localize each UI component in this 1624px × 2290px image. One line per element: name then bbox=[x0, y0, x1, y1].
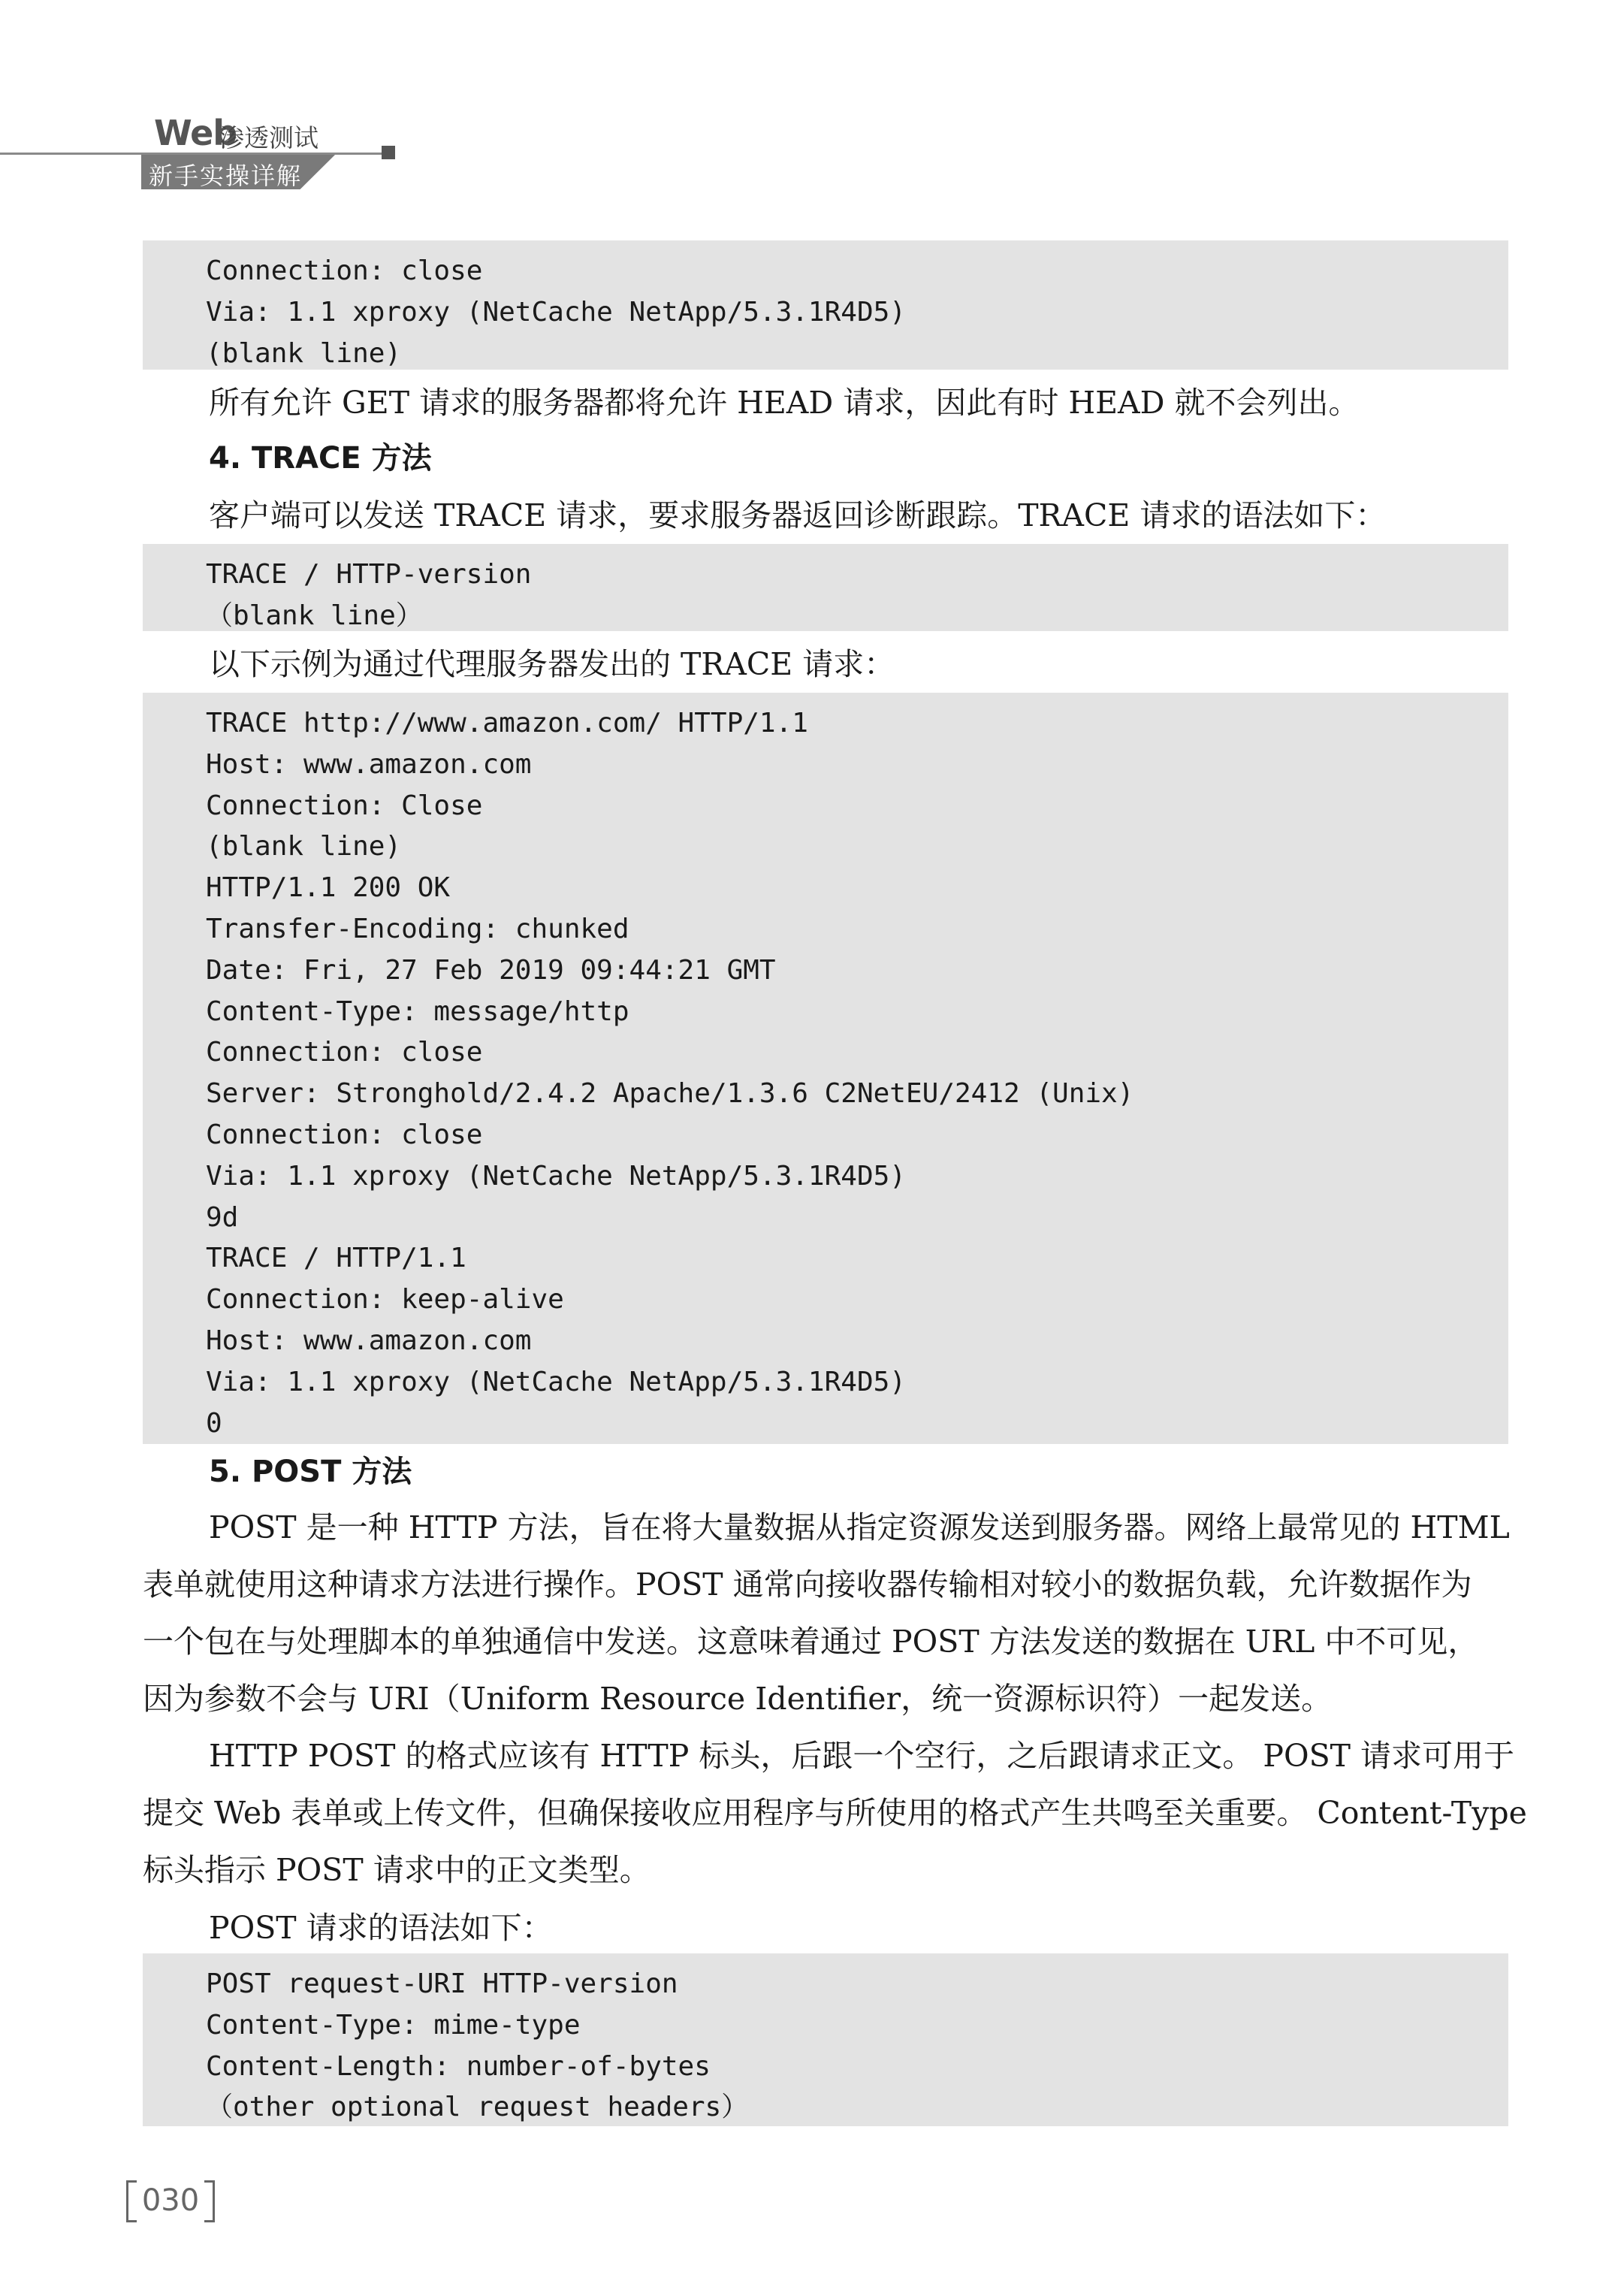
code-block-head-response bbox=[143, 240, 1508, 370]
paragraph-post-syntax: POST 请求的语法如下： bbox=[209, 1910, 553, 1946]
paragraph-post-format-line: 标头指示 POST 请求中的正文类型。 bbox=[143, 1852, 651, 1888]
code-line: 0 bbox=[206, 1407, 222, 1439]
paragraph-head-note: 所有允许 GET 请求的服务器都将允许 HEAD 请求，因此有时 HEAD 就不会列出。 bbox=[209, 385, 1360, 421]
code-line: Via: 1.1 xproxy (NetCache NetApp/5.3.1R4D5) bbox=[206, 1160, 906, 1192]
code-line: (blank line) bbox=[206, 831, 402, 863]
code-line: Content-Type: message/http bbox=[206, 995, 629, 1027]
paragraph-post-format-line: 提交 Web 表单或上传文件，但确保接收应用程序与所使用的格式产生共鸣至关重要。 Content-Type bbox=[143, 1795, 1527, 1831]
code-line: （blank line） bbox=[206, 600, 423, 631]
paragraph-post-format-line: HTTP POST 的格式应该有 HTTP 标头，后跟一个空行，之后跟请求正文。 POST 请求可用于 bbox=[209, 1738, 1515, 1774]
code-line: Host: www.amazon.com bbox=[206, 748, 532, 780]
code-line: (blank line) bbox=[206, 337, 402, 369]
code-line: Server: Stronghold/2.4.2 Apache/1.3.6 C2NetEU/2412 (Unix) bbox=[206, 1078, 1134, 1110]
code-line: Content-Length: number-of-bytes bbox=[206, 2050, 711, 2082]
heading-trace-method: 4. TRACE 方法 bbox=[209, 441, 432, 476]
code-block-post-syntax bbox=[143, 1953, 1508, 2126]
code-line: POST request-URI HTTP-version bbox=[206, 1968, 678, 1999]
code-line: 9d bbox=[206, 1201, 239, 1233]
code-line: （other optional request headers） bbox=[206, 2092, 749, 2123]
header-title: 渗透测试 bbox=[219, 123, 318, 153]
code-line: Content-Type: mime-type bbox=[206, 2009, 581, 2041]
code-line: Connection: Close bbox=[206, 790, 483, 821]
header-title-web: Web bbox=[154, 113, 237, 153]
page-number-text: 030 bbox=[141, 2183, 200, 2218]
code-line: Connection: keep-alive bbox=[206, 1284, 564, 1316]
header-subtitle: 新手实操详解 bbox=[149, 162, 303, 190]
code-line: TRACE http://www.amazon.com/ HTTP/1.1 bbox=[206, 708, 808, 739]
paragraph-trace-example: 以下示例为通过代理服务器发出的 TRACE 请求： bbox=[209, 646, 895, 682]
header-square-ornament bbox=[382, 146, 395, 159]
code-line: Transfer-Encoding: chunked bbox=[206, 913, 629, 944]
paragraph-post-line: 一个包在与处理脚本的单独通信中发送。这意味着通过 POST 方法发送的数据在 URL 中不可见， bbox=[143, 1624, 1479, 1660]
page-number-bracket-right bbox=[204, 2180, 215, 2222]
code-line: TRACE / HTTP-version bbox=[206, 559, 532, 590]
code-block-trace-syntax bbox=[143, 544, 1508, 631]
code-line: Via: 1.1 xproxy (NetCache NetApp/5.3.1R4D5) bbox=[206, 296, 906, 328]
code-line: Via: 1.1 xproxy (NetCache NetApp/5.3.1R4D5) bbox=[206, 1366, 906, 1397]
heading-post-method: 5. POST 方法 bbox=[209, 1455, 412, 1489]
code-line: Connection: close bbox=[206, 255, 483, 286]
code-block-trace-example bbox=[143, 693, 1508, 1444]
code-line: Host: www.amazon.com bbox=[206, 1325, 532, 1356]
paragraph-trace-intro: 客户端可以发送 TRACE 请求，要求服务器返回诊断跟踪。TRACE 请求的语法如下： bbox=[209, 497, 1387, 533]
paragraph-post-line: 表单就使用这种请求方法进行操作。POST 通常向接收器传输相对较小的数据负载，允许数据作为 bbox=[143, 1566, 1472, 1603]
code-line: TRACE / HTTP/1.1 bbox=[206, 1243, 466, 1274]
code-line: Connection: close bbox=[206, 1037, 483, 1068]
paragraph-post-line: POST 是一种 HTTP 方法，旨在将大量数据从指定资源发送到服务器。网络上最常见的 HTML bbox=[209, 1509, 1510, 1545]
code-line: Connection: close bbox=[206, 1119, 483, 1150]
code-line: HTTP/1.1 200 OK bbox=[206, 872, 451, 904]
paragraph-post-line: 因为参数不会与 URI（Uniform Resource Identifier，统一资源标识符）一起发送。 bbox=[143, 1681, 1333, 1717]
code-line: Date: Fri, 27 Feb 2019 09:44:21 GMT bbox=[206, 954, 776, 986]
page-number bbox=[126, 2180, 215, 2224]
